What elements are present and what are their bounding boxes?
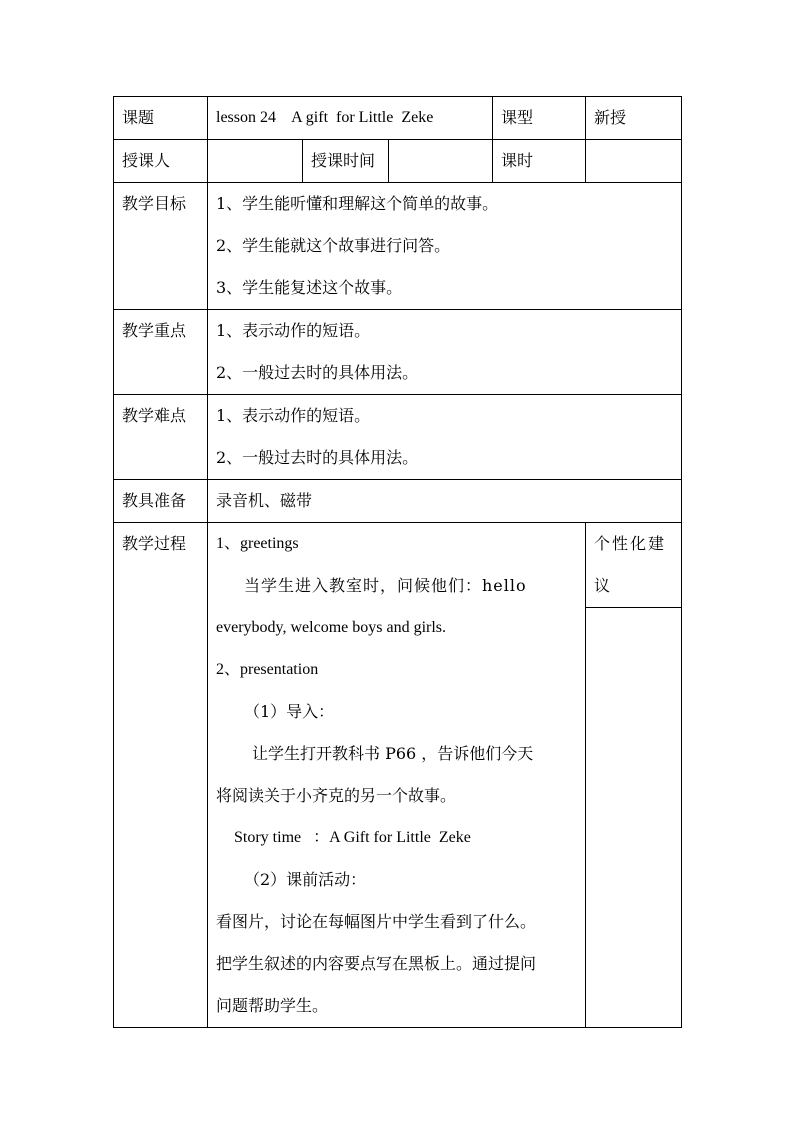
lesson-type-label: 课型 — [493, 97, 586, 140]
process-line: （2）课前活动： — [244, 870, 367, 889]
difficulty-item: 1、表示动作的短语。 — [216, 406, 371, 425]
process-line: 把学生叙述的内容要点写在黑板上。通过提问 — [216, 954, 537, 973]
process-line: everybody, welcome boys and girls. — [216, 619, 447, 636]
objectives-label: 教学目标 — [114, 183, 208, 310]
process-line: 2、presentation — [216, 661, 319, 678]
subject-label: 课题 — [114, 97, 208, 140]
objective-item: 1、学生能听懂和理解这个简单的故事。 — [216, 194, 499, 213]
materials-label: 教具准备 — [114, 480, 208, 523]
process-line: 让学生打开教科书 P66 ，告诉他们今天 — [252, 744, 534, 763]
key-points-row — [114, 310, 682, 395]
process-line: （1）导入： — [244, 702, 335, 721]
lesson-plan-table — [113, 96, 682, 1028]
subject-value: lesson 24 A gift for Little Zeke — [208, 97, 493, 140]
process-label: 教学过程 — [114, 523, 208, 1028]
process-line: 1、greetings — [216, 535, 299, 552]
advice-content — [586, 608, 682, 1028]
class-hours-label: 课时 — [493, 140, 586, 183]
key-point-item: 1、表示动作的短语。 — [216, 321, 371, 340]
process-row-top — [114, 523, 682, 608]
process-line: Story time ：A Gift for Little Zeke — [234, 829, 471, 846]
advice-label: 个性化建议 — [586, 523, 682, 608]
materials-value: 录音机、磁带 — [208, 480, 682, 523]
teacher-label: 授课人 — [114, 140, 208, 183]
materials-row — [114, 480, 682, 523]
process-content — [208, 523, 586, 1028]
difficulties-row — [114, 395, 682, 480]
process-line: 当学生进入教室时，问候他们：hello — [244, 576, 527, 595]
objective-item: 2、学生能就这个故事进行问答。 — [216, 236, 451, 255]
process-line: 将阅读关于小齐克的另一个故事。 — [216, 786, 457, 805]
objectives-content — [208, 183, 682, 310]
difficulty-item: 2、一般过去时的具体用法。 — [216, 448, 419, 467]
process-line: 问题帮助学生。 — [216, 996, 329, 1015]
teaching-time-value — [389, 140, 493, 183]
key-point-item: 2、一般过去时的具体用法。 — [216, 363, 419, 382]
key-points-label: 教学重点 — [114, 310, 208, 395]
difficulties-label: 教学难点 — [114, 395, 208, 480]
objectives-row — [114, 183, 682, 310]
process-line: 看图片，讨论在每幅图片中学生看到了什么。 — [216, 912, 537, 931]
teacher-row — [114, 140, 682, 183]
teaching-time-label: 授课时间 — [303, 140, 389, 183]
class-hours-value — [586, 140, 682, 183]
teacher-value — [208, 140, 303, 183]
title-row — [114, 97, 682, 140]
difficulties-content — [208, 395, 682, 480]
lesson-type-value: 新授 — [586, 97, 682, 140]
key-points-content — [208, 310, 682, 395]
objective-item: 3、学生能复述这个故事。 — [216, 278, 403, 297]
